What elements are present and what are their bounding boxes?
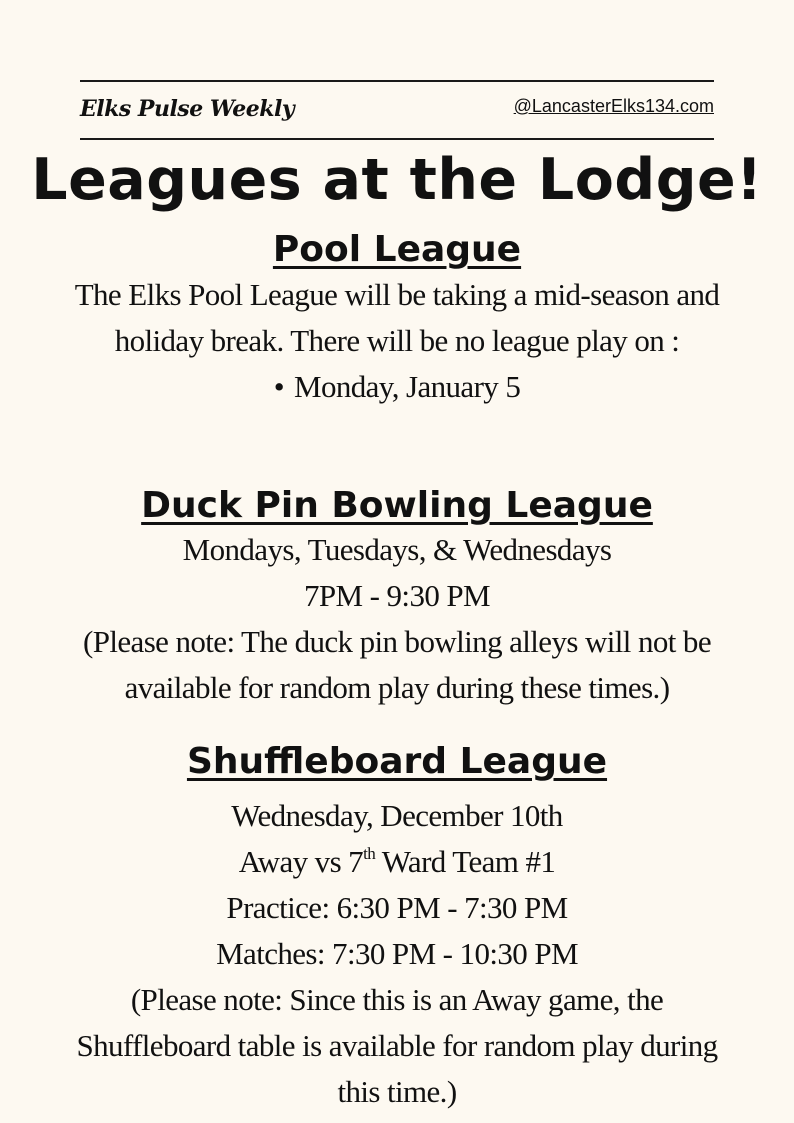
shuffleboard-date: Wednesday, December 10th	[231, 798, 563, 833]
pool-date-item	[10, 364, 784, 410]
duckpin-league-title: Duck Pin Bowling League	[141, 485, 653, 526]
shuffleboard-league-body	[10, 793, 784, 1115]
pool-league-title: Pool League	[272, 229, 522, 270]
pool-line-1: The Elks Pool League will be taking a mid-season and	[74, 277, 720, 312]
website-link[interactable]: @LancasterElks134.com	[513, 96, 714, 116]
shuffleboard-practice: Practice: 6:30 PM - 7:30 PM	[226, 890, 568, 925]
duckpin-note-1: (Please note: The duck pin bowling alleys will not be	[83, 624, 711, 659]
shuffleboard-note-1: (Please note: Since this is an Away game, the	[130, 982, 664, 1017]
pool-date: Monday, January 5	[293, 369, 521, 404]
opponent-prefix: Away vs 7	[238, 844, 364, 879]
opponent-suffix: Ward Team #1	[375, 844, 556, 879]
shuffleboard-league-title: Shuffleboard League	[186, 741, 608, 782]
bullet-icon: •	[273, 369, 284, 404]
shuffleboard-note-2: Shuffleboard table is available for random play during	[76, 1028, 718, 1063]
newsletter-brand: Elks Pulse Weekly	[80, 96, 295, 122]
pool-line-2: holiday break. There will be no league play on :	[114, 323, 680, 358]
duckpin-time: 7PM - 9:30 PM	[304, 578, 490, 613]
shuffleboard-note-3: this time.)	[337, 1074, 457, 1109]
ordinal-suffix: th	[363, 844, 376, 864]
shuffleboard-opponent	[10, 839, 784, 885]
duckpin-days: Mondays, Tuesdays, & Wednesdays	[182, 532, 612, 567]
duckpin-note-2: available for random play during these times.)	[124, 670, 670, 705]
masthead	[80, 80, 714, 140]
shuffleboard-matches: Matches: 7:30 PM - 10:30 PM	[216, 936, 578, 971]
pool-league-body	[10, 272, 784, 410]
page-title: Leagues at the Lodge!	[31, 147, 763, 213]
duckpin-league-body	[10, 527, 784, 711]
